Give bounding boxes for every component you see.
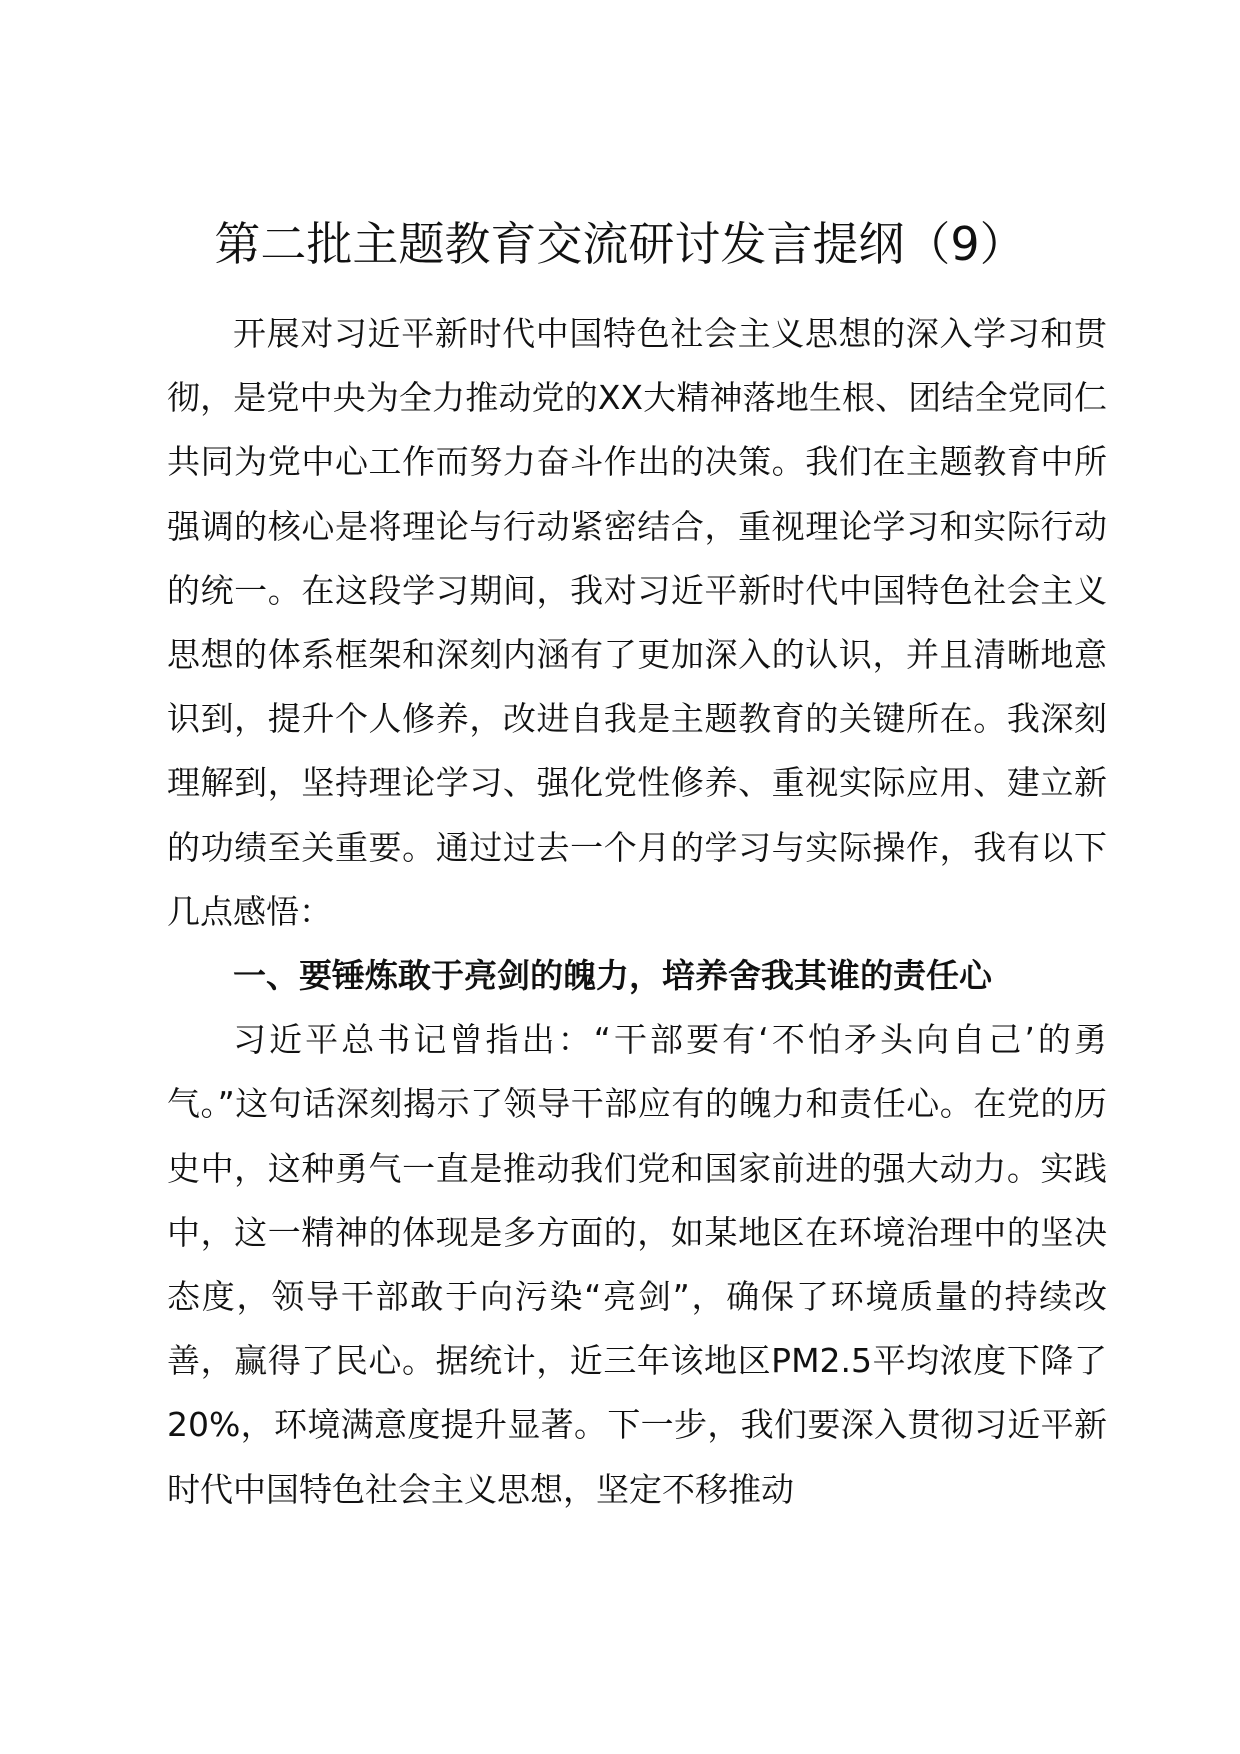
section-heading: 一、要锤炼敢于亮剑的魄力，培养舍我其谁的责任心 (233, 956, 992, 996)
section-paragraph: 习近平总书记曾指出：“干部要有‘不怕矛头向自己’的勇气。”这句话深刻揭示了领导干部应有的魄力和责任心。在党的历史中，这种勇气一直是推动我们党和国家前进的强大动力。实践中，这一精神的体现是多方面的，如某地区在环境治理中的坚决态度，领导干部敢于向污染“亮剑”，确保了环境质量的持续改善，赢得了民心。据统计，近三年该地区PM2.5平均浓度下降了20%，环境满意度提升显著。下一步，我们要深入贯彻习近平新时代中国特色社会主义思想，坚定不移推动 (167, 1020, 1107, 1509)
intro-paragraph: 开展对习近平新时代中国特色社会主义思想的深入学习和贯彻，是党中央为全力推动党的XX大精神落地生根、团结全党同仁共同为党中心工作而努力奋斗作出的决策。我们在主题教育中所强调的核心是将理论与行动紧密结合，重视理论学习和实际行动的统一。在这段学习期间，我对习近平新时代中国特色社会主义思想的体系框架和深刻内涵有了更加深入的认识，并且清晰地意识到，提升个人修养，改进自我是主题教育的关键所在。我深刻理解到，坚持理论学习、强化党性修养、重视实际应用、建立新的功绩至关重要。通过过去一个月的学习与实际操作，我有以下几点感悟： (167, 314, 1107, 931)
document-title: 第二批主题教育交流研讨发言提纲（9） (214, 217, 1026, 271)
document-body (167, 302, 1107, 1522)
